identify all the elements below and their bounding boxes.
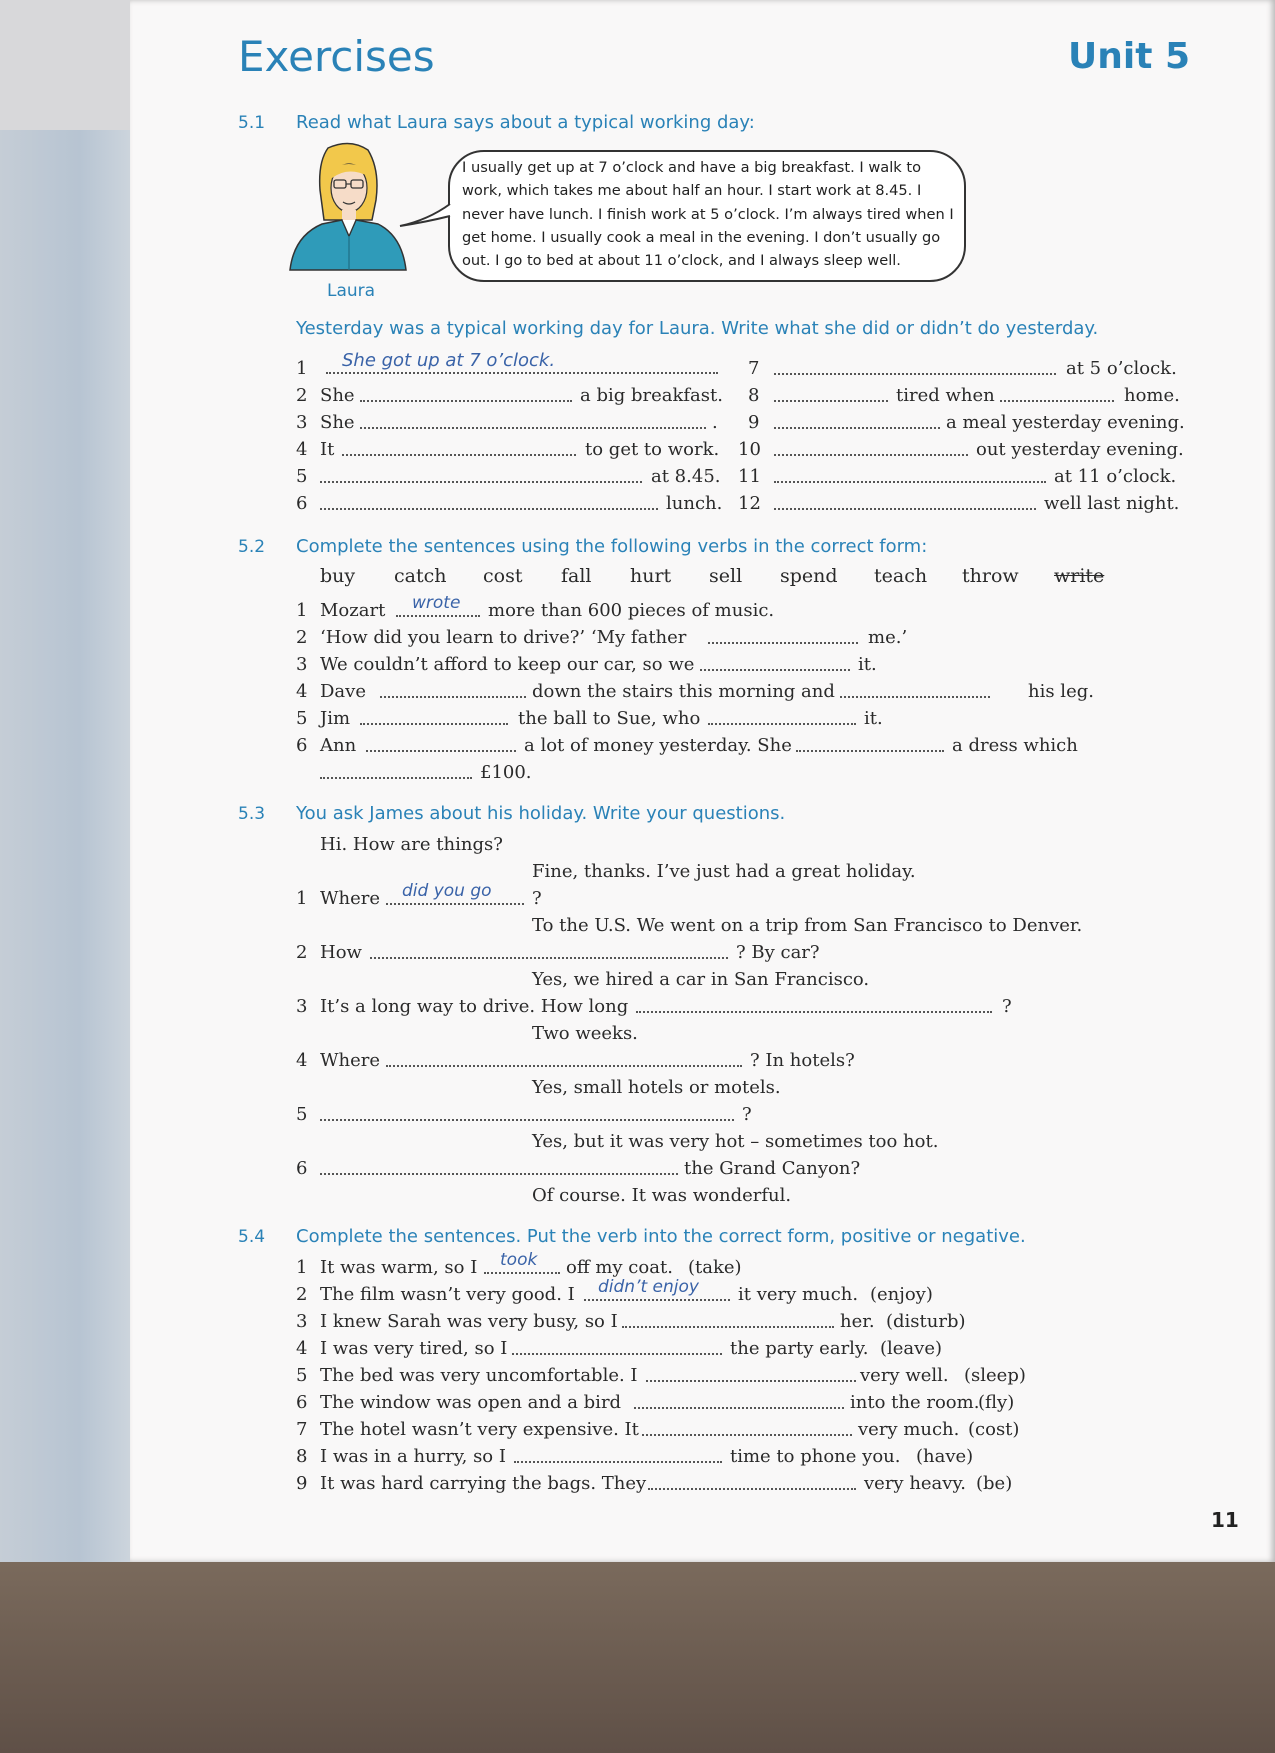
sentence-start: I was in a hurry, so I	[320, 1446, 506, 1467]
question-start: Where	[320, 888, 381, 909]
question-end: the Grand Canyon?	[684, 1158, 861, 1179]
exercise-number: 5.4	[238, 1227, 266, 1247]
verb-cost: cost	[483, 565, 523, 587]
answer-line[interactable]	[774, 355, 1056, 379]
answer-line[interactable]	[774, 382, 888, 406]
item-number: 5	[296, 1365, 308, 1386]
item-number: 10	[738, 439, 761, 460]
answer-line[interactable]	[380, 678, 526, 702]
answer-line[interactable]	[320, 1155, 678, 1179]
verb-hint: (fly)	[978, 1392, 1015, 1413]
answer-line[interactable]	[634, 1389, 844, 1413]
verb-catch: catch	[394, 565, 447, 587]
speech-text: I usually get up at 7 o’clock and have a big breakfast. I walk to work, which takes me about half an hour. I start work at 8.45. I never have lunch. I finish work at 5 o’clock. I’m always tired when I get home. I usually cook a meal in the evening. I don’t usually go out. I go to bed at about 11 o’clock, and I always sleep well.	[462, 159, 954, 270]
sentence-start: ‘How did you learn to drive?’ ‘My father	[320, 627, 687, 648]
item-number: 4	[296, 1338, 308, 1359]
dialogue-reply: Yes, we hired a car in San Francisco.	[532, 969, 870, 990]
answer-line[interactable]	[360, 382, 572, 406]
item-number: 8	[296, 1446, 308, 1467]
sentence-start: It	[320, 439, 335, 460]
item-number: 4	[296, 681, 308, 702]
character-name: Laura	[327, 281, 376, 301]
verb-hint: (sleep)	[964, 1365, 1026, 1386]
sentence-start: The film wasn’t very good. I	[320, 1284, 575, 1305]
question-end: ? In hotels?	[750, 1050, 855, 1071]
verb-sell: sell	[709, 565, 743, 587]
sentence-end: off my coat.	[566, 1257, 673, 1278]
answer-line[interactable]	[320, 759, 472, 783]
verb-hint: (take)	[688, 1257, 742, 1278]
sentence-end: a meal yesterday evening.	[946, 412, 1185, 433]
verb-spend: spend	[780, 565, 838, 587]
item-number: 3	[296, 654, 308, 675]
sentence-end: it.	[864, 708, 883, 729]
verb-hint: (have)	[916, 1446, 974, 1467]
question-end: ?	[532, 888, 542, 909]
item-number: 8	[748, 385, 760, 406]
sentence-start: The window was open and a bird	[320, 1392, 622, 1413]
sentence-end: it.	[858, 654, 877, 675]
answer-line[interactable]	[774, 409, 940, 433]
answer-line[interactable]	[366, 732, 516, 756]
sentence-end: his leg.	[1028, 681, 1094, 702]
item-number: 6	[296, 735, 308, 756]
answer-line[interactable]	[1000, 382, 1114, 406]
exercise-instruction: Read what Laura says about a typical working day:	[296, 112, 755, 133]
sentence-start: The bed was very uncomfortable. I	[320, 1365, 638, 1386]
verb-write: write	[1054, 565, 1105, 587]
item-number: 12	[738, 493, 761, 514]
item-number: 1	[296, 358, 308, 379]
sentence-end: lunch.	[666, 493, 723, 514]
sentence-start: I knew Sarah was very busy, so I	[320, 1311, 618, 1332]
item-number: 7	[296, 1419, 308, 1440]
sentence-start: Ann	[320, 735, 357, 756]
item-number: 4	[296, 1050, 308, 1071]
exercise-number: 5.2	[238, 537, 266, 557]
answer-line[interactable]	[370, 939, 728, 963]
question-end: ?	[742, 1104, 752, 1125]
item-number: 5	[296, 1104, 308, 1125]
answer-line[interactable]	[360, 705, 508, 729]
question-start: It’s a long way to drive. How long	[320, 996, 629, 1017]
dialogue-reply: To the U.S. We went on a trip from San Francisco to Denver.	[532, 915, 1083, 936]
sentence-start: The hotel wasn’t very expensive. It	[320, 1419, 639, 1440]
answer-line[interactable]	[386, 1047, 742, 1071]
dialogue-reply: Fine, thanks. I’ve just had a great holiday.	[532, 861, 916, 882]
verb-throw: throw	[962, 565, 1019, 587]
item-number: 2	[296, 1284, 308, 1305]
item-number: 4	[296, 439, 308, 460]
answer-line[interactable]	[708, 624, 858, 648]
answer-line[interactable]	[642, 1416, 852, 1440]
sentence-start: Mozart	[320, 600, 386, 621]
sentence-end: very well.	[860, 1365, 949, 1386]
dialogue-reply: Two weeks.	[532, 1023, 638, 1044]
sentence-start: It was warm, so I	[320, 1257, 478, 1278]
item-number: 9	[748, 412, 760, 433]
unit-label: Unit 5	[1068, 36, 1190, 77]
sentence-end: at 5 o’clock.	[1066, 358, 1177, 379]
item-number: 6	[296, 493, 308, 514]
handwritten-answer: wrote	[412, 593, 461, 613]
handwritten-answer: She got up at 7 o’clock.	[342, 350, 556, 371]
answer-line[interactable]	[708, 705, 856, 729]
dialogue-reply: Yes, small hotels or motels.	[532, 1077, 781, 1098]
item-number: 5	[296, 466, 308, 487]
desk-surface	[0, 1562, 1275, 1753]
page-title: Exercises	[238, 32, 435, 81]
book-spine	[0, 0, 132, 1562]
answer-line[interactable]	[646, 1362, 856, 1386]
verb-fall: fall	[561, 565, 592, 587]
question-end: ? By car?	[736, 942, 820, 963]
sentence-end: well last night.	[1044, 493, 1180, 514]
answer-line[interactable]	[774, 490, 1036, 514]
question-start: How	[320, 942, 362, 963]
sentence-start: We couldn’t afford to keep our car, so we	[320, 654, 695, 675]
sentence-end: me.’	[868, 627, 908, 648]
item-number: 9	[296, 1473, 308, 1494]
item-number: 3	[296, 412, 308, 433]
exercise-instruction: Complete the sentences using the following verbs in the correct form:	[296, 536, 928, 557]
dialogue-line: Hi. How are things?	[320, 834, 503, 855]
sentence-end: at 11 o’clock.	[1054, 466, 1177, 487]
question-start: Where	[320, 1050, 381, 1071]
sentence-middle: down the stairs this morning and	[532, 681, 835, 702]
sentence-start: It was hard carrying the bags. They	[320, 1473, 647, 1494]
sentence-end: time to phone you.	[730, 1446, 901, 1467]
dialogue-reply: Yes, but it was very hot – sometimes too hot.	[532, 1131, 939, 1152]
item-number: 2	[296, 627, 308, 648]
sentence-end: £100.	[480, 762, 532, 783]
sentence-end: a big breakfast.	[580, 385, 723, 406]
answer-line[interactable]	[320, 463, 642, 487]
verb-hurt: hurt	[630, 565, 672, 587]
sentence-start: I was very tired, so I	[320, 1338, 508, 1359]
item-number: 6	[296, 1392, 308, 1413]
sentence-end: .	[712, 412, 718, 433]
sentence-end: very much.	[858, 1419, 960, 1440]
verb-hint: (be)	[976, 1473, 1013, 1494]
exercise-instruction: You ask James about his holiday. Write your questions.	[296, 803, 786, 824]
sentence-end: the party early.	[730, 1338, 869, 1359]
handwritten-answer: took	[500, 1250, 538, 1270]
page-number: 11	[1211, 1508, 1239, 1532]
dialogue-reply: Of course. It was wonderful.	[532, 1185, 792, 1206]
exercise-number: 5.3	[238, 804, 266, 824]
answer-line[interactable]	[774, 436, 968, 460]
answer-line[interactable]	[342, 436, 576, 460]
answer-line[interactable]	[648, 1470, 856, 1494]
sentence-end: out yesterday evening.	[976, 439, 1184, 460]
exercise-instruction: Complete the sentences. Put the verb into the correct form, positive or negative.	[296, 1226, 1026, 1247]
item-number: 3	[296, 1311, 308, 1332]
sentence-end: into the room.	[850, 1392, 980, 1413]
answer-line[interactable]	[320, 1101, 734, 1125]
item-number: 7	[748, 358, 760, 379]
answer-line[interactable]	[774, 463, 1046, 487]
exercise-number: 5.1	[238, 113, 266, 133]
answer-line[interactable]	[512, 1335, 722, 1359]
sentence-end: more than 600 pieces of music.	[488, 600, 775, 621]
sentence-end: home.	[1124, 385, 1180, 406]
item-number: 2	[296, 942, 308, 963]
item-number: 11	[738, 466, 761, 487]
sentence-start: She	[320, 385, 355, 406]
answer-line[interactable]	[840, 678, 990, 702]
item-number: 5	[296, 708, 308, 729]
verb-hint: (leave)	[880, 1338, 943, 1359]
sentence-end: it very much.	[738, 1284, 859, 1305]
sentence-end: her.	[840, 1311, 875, 1332]
handwritten-answer: didn’t enjoy	[598, 1277, 699, 1297]
verb-teach: teach	[874, 565, 928, 587]
item-number: 6	[296, 1158, 308, 1179]
answer-line[interactable]	[636, 993, 992, 1017]
answer-line[interactable]	[796, 732, 944, 756]
sentence-middle: a dress which	[952, 735, 1078, 756]
item-number: 1	[296, 1257, 308, 1278]
answer-line[interactable]	[700, 651, 850, 675]
handwritten-answer: did you go	[402, 881, 492, 901]
answer-line[interactable]	[622, 1308, 834, 1332]
sentence-middle: a lot of money yesterday. She	[524, 735, 792, 756]
exercise-task: Yesterday was a typical working day for Laura. Write what she did or didn’t do yesterday.	[296, 318, 1099, 339]
item-number: 1	[296, 600, 308, 621]
verb-buy: buy	[320, 565, 356, 587]
item-number: 1	[296, 888, 308, 909]
item-number: 3	[296, 996, 308, 1017]
answer-line[interactable]	[360, 409, 706, 433]
laura-illustration	[288, 140, 408, 275]
sentence-end: very heavy.	[864, 1473, 966, 1494]
sentence-end: to get to work.	[585, 439, 720, 460]
spine-top	[0, 0, 132, 130]
verb-hint: (enjoy)	[870, 1284, 933, 1305]
sentence-middle: the ball to Sue, who	[518, 708, 701, 729]
sentence-start: She	[320, 412, 355, 433]
sentence-middle: tired when	[896, 385, 995, 406]
sentence-start: Dave	[320, 681, 366, 702]
speech-bubble-tail	[398, 200, 454, 230]
verb-hint: (disturb)	[886, 1311, 966, 1332]
item-number: 2	[296, 385, 308, 406]
answer-line[interactable]	[320, 490, 658, 514]
answer-line[interactable]	[514, 1443, 722, 1467]
sentence-end: at 8.45.	[651, 466, 721, 487]
sentence-start: Jim	[320, 708, 351, 729]
question-end: ?	[1002, 996, 1012, 1017]
verb-hint: (cost)	[968, 1419, 1020, 1440]
